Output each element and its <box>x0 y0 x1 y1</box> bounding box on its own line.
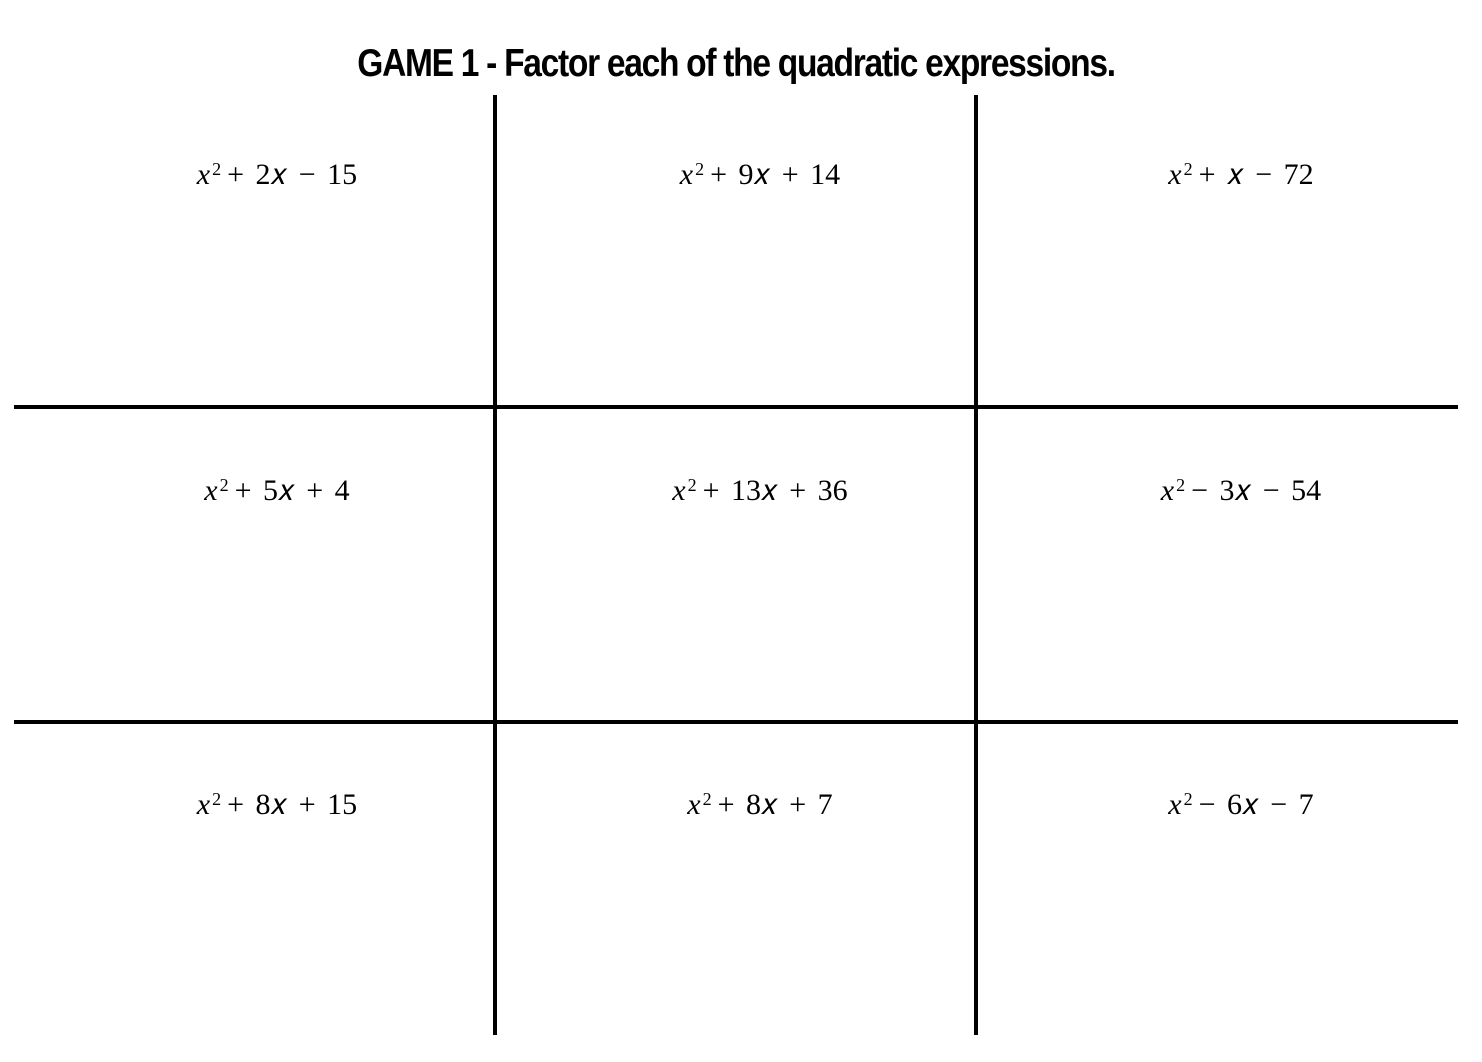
variable: x <box>687 788 701 821</box>
exponent: 2 <box>1176 475 1186 495</box>
variable: x <box>1160 474 1175 507</box>
problem-cell-1 <box>14 95 494 405</box>
quadratic-expression <box>14 745 494 865</box>
variable: x <box>672 474 686 507</box>
expression-terms: + 5𝑥 + 4 <box>234 474 350 507</box>
problem-cell-5 <box>497 411 977 721</box>
expression-terms: + 8𝑥 + 7 <box>717 788 833 821</box>
expression-terms: + 13𝑥 + 36 <box>702 474 848 507</box>
quadratic-expression <box>978 431 1458 551</box>
variable: x <box>1168 788 1182 821</box>
problem-cell-8 <box>497 725 977 1035</box>
variable: x <box>1168 158 1182 191</box>
problem-cell-6 <box>978 411 1458 721</box>
problem-cell-7 <box>14 725 494 1035</box>
problem-cell-4 <box>14 411 494 721</box>
exponent: 2 <box>687 475 697 495</box>
problem-cell-3 <box>978 95 1458 405</box>
variable: x <box>204 474 218 507</box>
problem-cell-9 <box>978 725 1458 1035</box>
exponent: 2 <box>219 475 229 495</box>
quadratic-expression <box>14 431 494 551</box>
expression-terms: − 3𝑥 − 54 <box>1191 474 1322 507</box>
exponent: 2 <box>212 789 222 809</box>
exponent: 2 <box>1183 159 1193 179</box>
problem-cell-2 <box>497 95 977 405</box>
quadratic-expression <box>497 115 977 235</box>
quadratic-expression <box>978 115 1458 235</box>
variable: x <box>196 158 211 191</box>
grid-horizontal-line-1 <box>14 405 1458 409</box>
exponent: 2 <box>695 159 705 179</box>
expression-terms: + 8𝑥 + 15 <box>227 788 358 821</box>
variable: x <box>196 788 211 821</box>
expression-terms: + 9𝑥 + 14 <box>710 158 841 191</box>
expression-terms: − 6𝑥 − 7 <box>1198 788 1314 821</box>
quadratic-expression <box>497 431 977 551</box>
expression-terms: + 2𝑥 − 15 <box>227 158 358 191</box>
variable: x <box>679 158 694 191</box>
quadratic-expression <box>978 745 1458 865</box>
page-title: GAME 1 - Factor each of the quadratic expressions. <box>357 42 1115 85</box>
quadratic-expression <box>14 115 494 235</box>
exponent: 2 <box>702 789 712 809</box>
quadratic-expression <box>497 745 977 865</box>
exponent: 2 <box>212 159 222 179</box>
exponent: 2 <box>1183 789 1193 809</box>
expression-terms: + 𝑥 − 72 <box>1198 158 1314 191</box>
